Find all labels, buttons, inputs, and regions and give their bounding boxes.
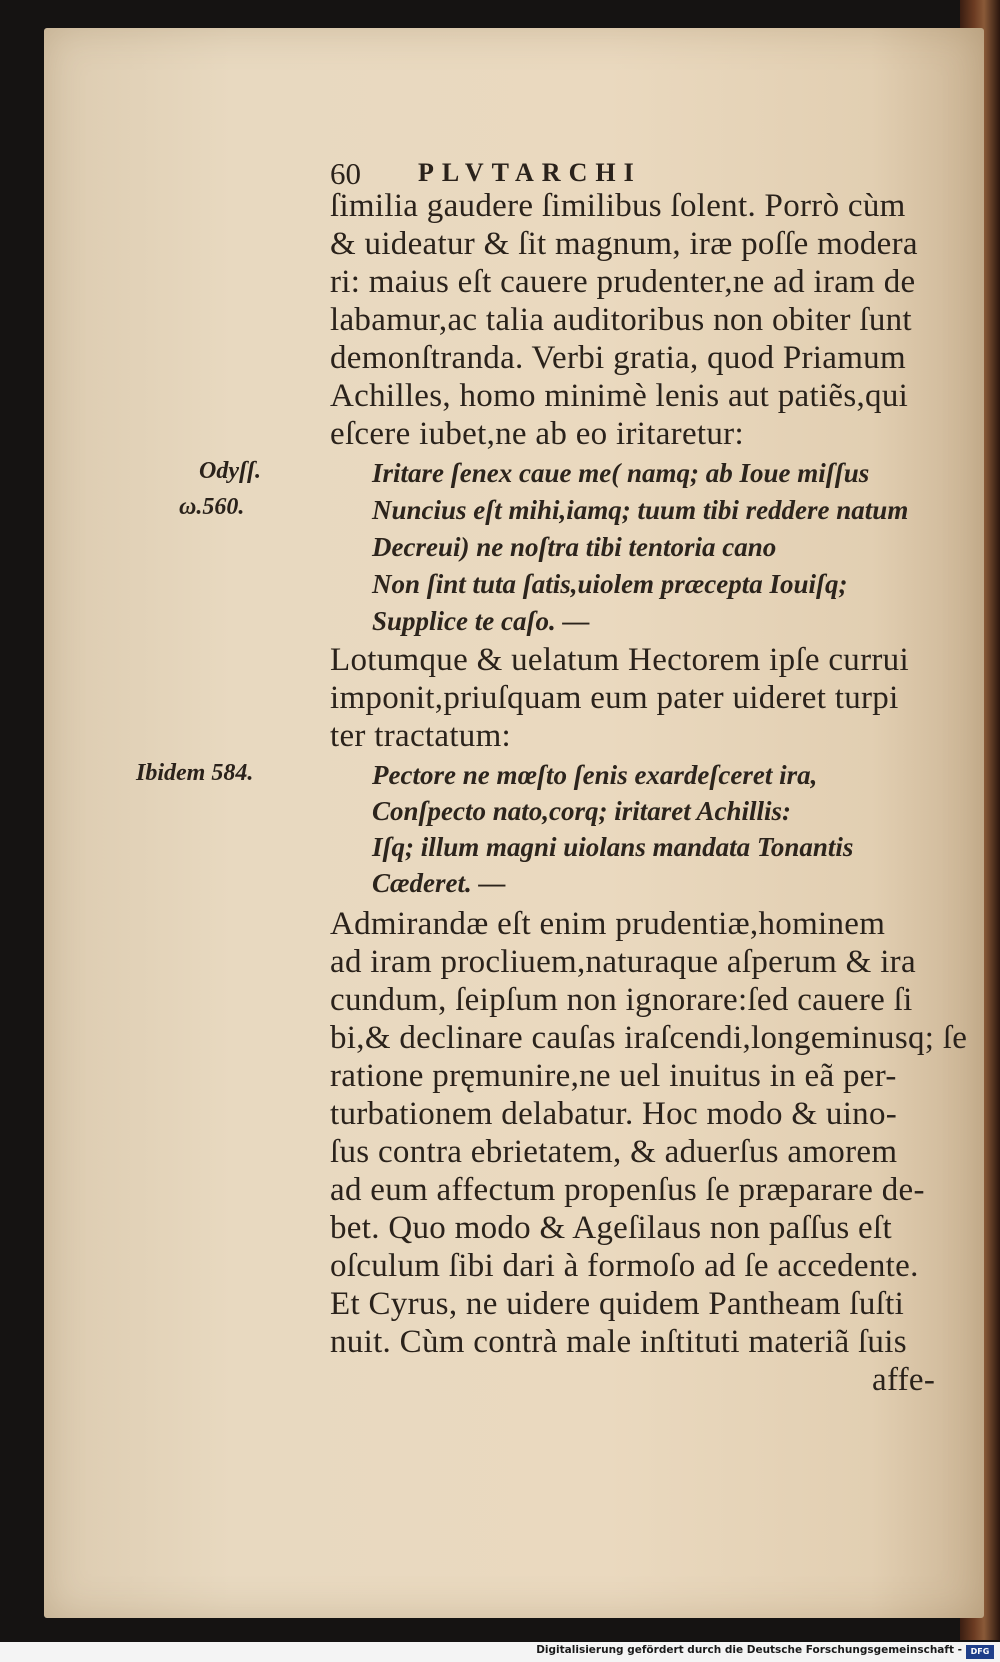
verse-line: Decreui) ne noſtra tibi tentoria cano [372,532,777,562]
body-line: bi,& declinare cauſas iraſcendi,longeminusq; ſe [330,1020,968,1056]
body-line: turbationem delabatur. Hoc modo & uino- [330,1096,898,1132]
body-line: eſcere iubet,ne ab eo iritaretur: [330,416,744,452]
catchword: affe- [872,1362,936,1398]
body-line: Admirandæ eſt enim prudentiæ,hominem [330,906,886,942]
body-line: ad eum affectum propenſus ſe præparare de- [330,1172,925,1208]
verse-line: Iritare ſenex caue me( namq; ab Ioue miſſus [372,458,870,488]
digitization-footer [0,1642,1000,1662]
margin-note-verse-ref: ω.560. [179,494,245,520]
body-line: oſculum ſibi dari à formoſo ad ſe accedente. [330,1248,919,1284]
body-line: ſimilia gaudere ſimilibus ſolent. Porrò cùm [330,188,906,224]
body-line: cundum, ſeipſum non ignorare:ſed cauere ſi [330,982,913,1018]
verse-line: Iſq; illum magni uiolans mandata Tonantis [372,832,854,862]
body-line: bet. Quo modo & Ageſilaus non paſſus eſt [330,1210,892,1246]
body-line: imponit,priuſquam eum pater uideret turpi [330,680,899,716]
body-line: Achilles, homo minimè lenis aut patiẽs,qui [330,378,909,414]
body-line: Lotumque & uelatum Hectorem ipſe currui [330,642,909,678]
dfg-logo: DFG [966,1645,994,1659]
verse-line: Nuncius eſt mihi,iamq; tuum tibi reddere natum [372,495,909,525]
body-line: ad iram procliuem,naturaque aſperum & ira [330,944,916,980]
verse-line: Supplice te caſo. — [372,606,590,636]
body-line: Et Cyrus, ne uidere quidem Pantheam ſuſti [330,1286,905,1322]
body-line: ratione pręmunire,ne uel inuitus in eã per- [330,1058,897,1094]
book-page [44,28,984,1618]
body-line: labamur,ac talia auditoribus non obiter ſunt [330,302,912,338]
margin-note-ibidem: Ibidem 584. [136,760,254,786]
body-line: ri: maius eſt cauere prudenter,ne ad iram de [330,264,916,300]
verse-line: Non ſint tuta ſatis,uiolem præcepta Iouiſq; [372,569,848,599]
page-number: 60 [330,156,361,191]
verse-line: Pectore ne mœſto ſenis exardeſceret ira, [372,760,818,790]
verse-line: Conſpecto nato,corq; iritaret Achillis: [372,796,792,826]
running-title: PLVTARCHI [418,158,642,187]
body-line: ſus contra ebrietatem, & aduerſus amorem [330,1134,898,1170]
body-line: & uideatur & ſit magnum, iræ poſſe modera [330,226,918,262]
margin-note-odyssey: Odyſſ. [199,458,261,484]
body-line: nuit. Cùm contrà male inſtituti materiã ſuis [330,1324,907,1360]
verse-line: Cæderet. — [372,868,506,898]
footer-credit: Digitalisierung gefördert durch die Deutsche Forschungsgemeinschaft - [536,1644,962,1656]
body-line: ter tractatum: [330,718,512,754]
body-line: demonſtranda. Verbi gratia, quod Priamum [330,340,906,376]
